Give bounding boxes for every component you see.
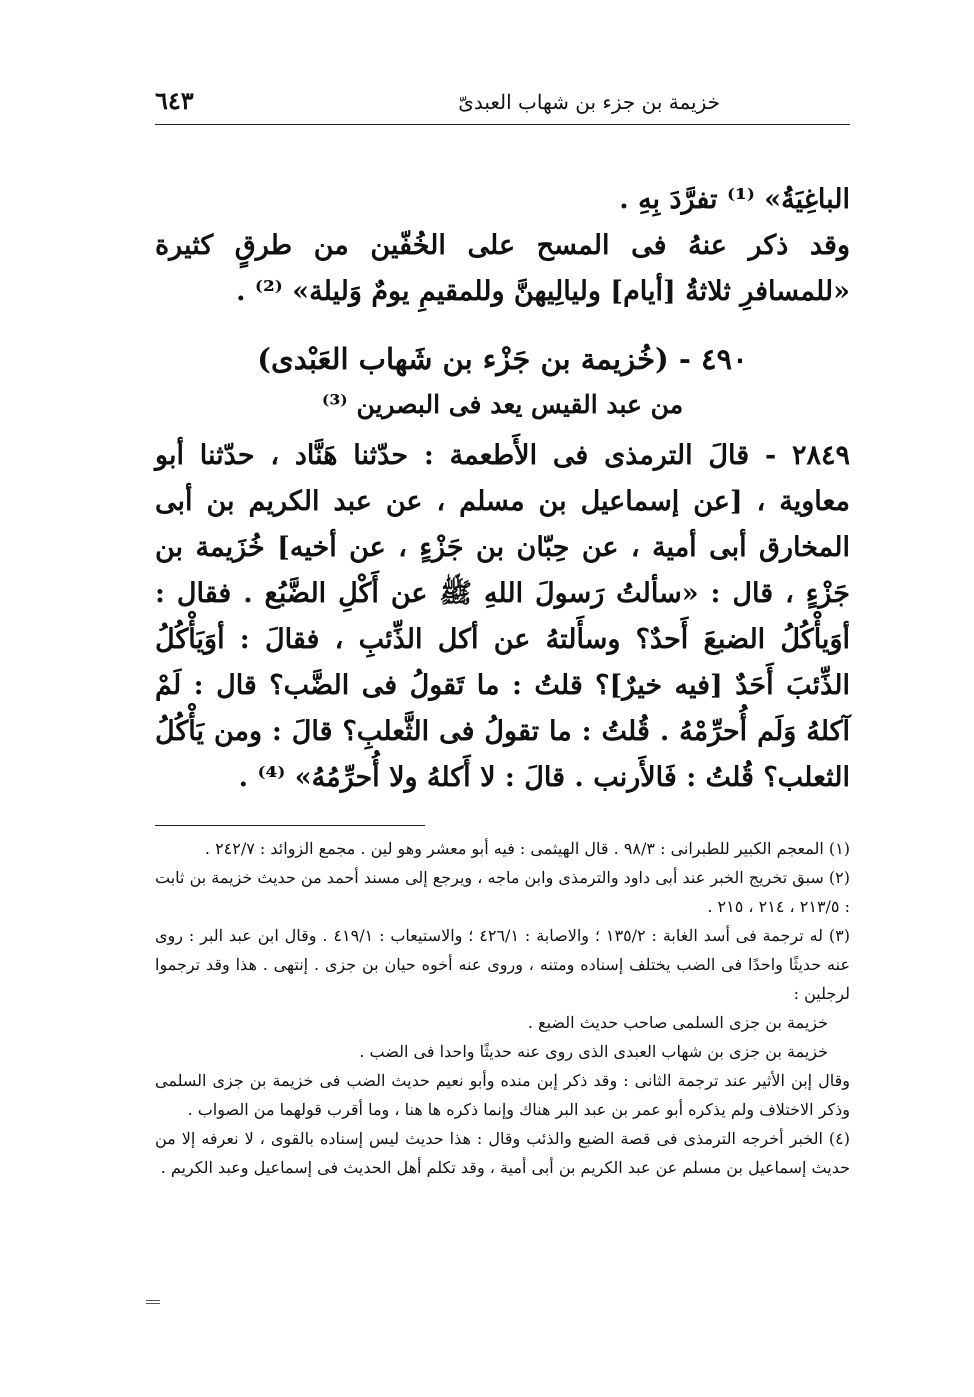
paragraph-2: وقد ذكر عنهُ فى المسح على الخُفّين من طرقٍ كثيرة «للمسافرِ ثلاثةُ [أيام] وليالِيهنَّ وللمقيمِ يومٌ وَليلة» ⁽²⁾ .: [155, 230, 850, 307]
running-title: خزيمة بن جزء بن شهاب العبدىّ: [458, 90, 720, 114]
footnotes: [155, 834, 850, 1182]
running-header: [155, 80, 850, 125]
page-number: ٦٤٣: [155, 86, 194, 115]
entry-heading: ٤٩٠ - (خُزيمة بن جَزْء بن شَهاب العَبْدى): [257, 342, 748, 376]
margin-mark: [146, 1300, 160, 1304]
book-page: [155, 80, 850, 1182]
footnote-1: (١) المعجم الكبير للطبرانى : ٩٨/٣ . قال الهيثمى : فيه أبو معشر وهو لين . مجمع الزوائد : ٢٤٢/٧ .: [204, 839, 850, 858]
entry-subheading: من عبد القيس يعد فى البصرين ⁽³⁾: [321, 390, 684, 419]
footnote-4: (٤) الخبر أخرجه الترمذى فى قصة الضبع والذئب وقال : هذا حديث ليس إسناده بالقوى ، لا نعرفه إلا من حديث إسماعيل بن مسلم عن عبد الكريم بن أبى أمية ، وقد تكلم أهل الحديث فى إسماعيل وعبد الكريم .: [155, 1129, 850, 1177]
main-text: [155, 177, 850, 801]
paragraph-1: الباغِيَةُ» ⁽¹⁾ تفرَّدَ بِهِ .: [619, 184, 850, 215]
footnote-3-item-2: خزيمة بن جزى بن شهاب العبدى الذى روى عنه حديثًا واحدا فى الضب .: [359, 1042, 828, 1061]
footnote-3-continued: وقال إبن الأثير عند ترجمة الثانى : وقد ذكر إبن منده وأبو نعيم حديث الضب فى خزيمة بن جزى السلمى وذكر الاختلاف ولم يذكره أبو عمر بن عبد البر هناك وإنما ذكره ها هنا ، وما أقرب قولهما من الصواب .: [155, 1071, 850, 1119]
hadith-text: ٢٨٤٩ - قالَ الترمذى فى الأَطعمة : حدّثنا هَنَّاد ، حدّثنا أبو معاوية ، [عن إسماعيل بن مسلم ، عن عبد الكريم بن أبى المخارق أبى أمية ، عن حِبّان بن جَزْءٍ ، عن أخيه] خُزَيمة بن جَزْءٍ ، قال : «سألتُ رَسولَ اللهِ ﷺ عن أَكْلِ الضَّبُع . فقال : أوَيأْكُلُ الضبعَ أَحدٌ؟ وسأَلتهُ عن أكل الذِّئبِ ، فقالَ : أوَيَأْكُلُ الذِّئبَ أَحَدٌ [فيه خيرٌ]؟ قلتُ : ما تَقولُ فى الضَّب؟ قال : لَمْ آكلهُ وَلَم أُحرِّمْهُ . قُلتُ : ما تقولُ فى الثَّعلبِ؟ قالَ : ومن يَأْكُلُ الثعلب؟ قُلتُ : فَالأَرنب . قالَ : لا أَكلهُ ولا أُحرِّمُهُ» ⁽⁴⁾ .: [155, 440, 850, 793]
footnote-3: (٣) له ترجمة فى أسد الغابة : ١٣٥/٢ ؛ والاصابة : ٤٢٦/١ ؛ والاستيعاب : ٤١٩/١ . وقال ابن عبد البر : روى عنه حديثًا واحدًا فى الضب يختلف إسناده ومتنه ، وروى عنه أخوه حيان بن جزى . إنتهى . هذا وقد ترجموا لرجلين :: [155, 926, 851, 1003]
footnote-2: (٢) سبق تخريج الخبر عند أبى داود والترمذى وابن ماجه ، ويرجع إلى مسند أحمد من حديث خزيمة بن ثابت : ٢١٣/٥ ، ٢١٤ ، ٢١٥ .: [155, 868, 850, 916]
footnote-divider: [155, 825, 425, 826]
footnote-3-item-1: خزيمة بن جزى السلمى صاحب حديث الضبع .: [527, 1013, 828, 1032]
